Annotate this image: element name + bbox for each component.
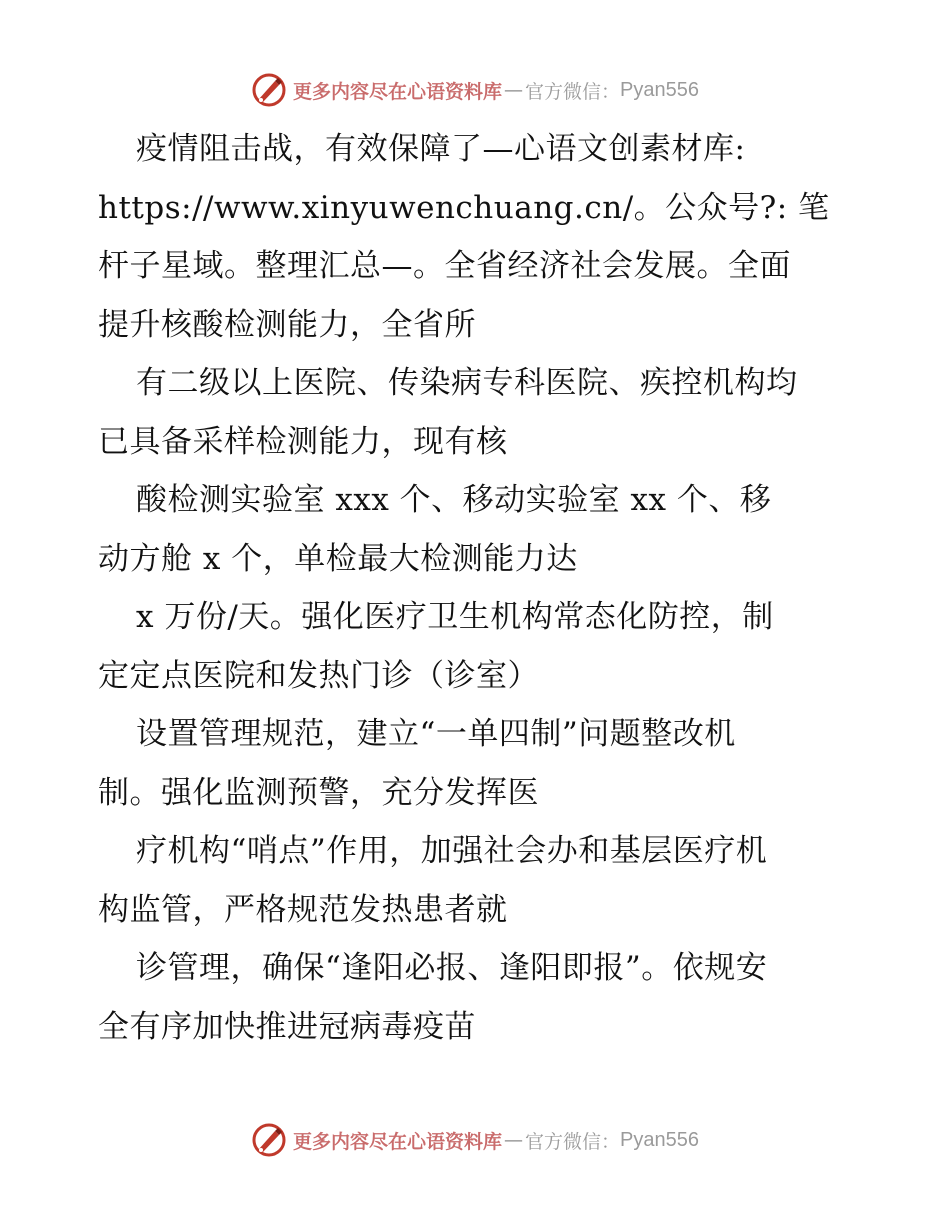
- body-line-13: 疗机构“哨点”作用，加强社会办和基层医疗机: [136, 833, 768, 869]
- document-body: [98, 120, 858, 1056]
- footer-wechat-label: 官方微信：: [525, 1130, 621, 1153]
- body-line-12: 制。强化监测预警，充分发挥医: [98, 774, 539, 811]
- footer-separator: —: [504, 1129, 524, 1151]
- header-wechat-id: Pyan556: [620, 78, 699, 101]
- header-promo-text: 更多内容尽在心语资料库: [293, 80, 503, 103]
- header-banner: [0, 70, 950, 110]
- header-separator: —: [504, 79, 524, 101]
- body-line-7: 酸检测实验室 xxx 个、移动实验室 xx 个、移: [136, 482, 772, 518]
- body-line-10: 定定点医院和发热门诊（诊室）: [98, 657, 539, 694]
- footer-promo-text: 更多内容尽在心语资料库: [293, 1130, 503, 1153]
- body-line-6: 已具备采样检测能力，现有核: [98, 423, 508, 460]
- body-line-4: 提升核酸检测能力，全省所: [98, 306, 476, 343]
- header-wechat-label: 官方微信：: [525, 80, 621, 103]
- body-line-8: 动方舱 x 个，单检最大检测能力达: [98, 540, 578, 577]
- body-line-16: 全有序加快推进冠病毒疫苗: [98, 1008, 476, 1045]
- body-line-11: 设置管理规范，建立“一单四制”问题整改机: [136, 716, 736, 752]
- body-line-3: 杆子星域。整理汇总—。全省经济社会发展。全面: [98, 248, 791, 284]
- footer-wechat-id: Pyan556: [620, 1128, 699, 1151]
- pen-logo-icon: [251, 1122, 287, 1158]
- body-line-1: 疫情阻击战，有效保障了—心语文创素材库:: [136, 131, 746, 167]
- footer-banner: [0, 1120, 950, 1160]
- body-line-5: 有二级以上医院、传染病专科医院、疾控机构均: [136, 365, 798, 401]
- body-line-14: 构监管，严格规范发热患者就: [98, 891, 508, 928]
- pen-logo-icon: [251, 72, 287, 108]
- body-line-2: https://www.xinyuwenchuang.cn/。公众号?: 笔: [98, 189, 830, 226]
- body-line-15: 诊管理，确保“逢阳必报、逢阳即报”。依规安: [136, 950, 768, 986]
- body-line-9: x 万份/天。强化医疗卫生机构常态化防控，制: [136, 599, 774, 635]
